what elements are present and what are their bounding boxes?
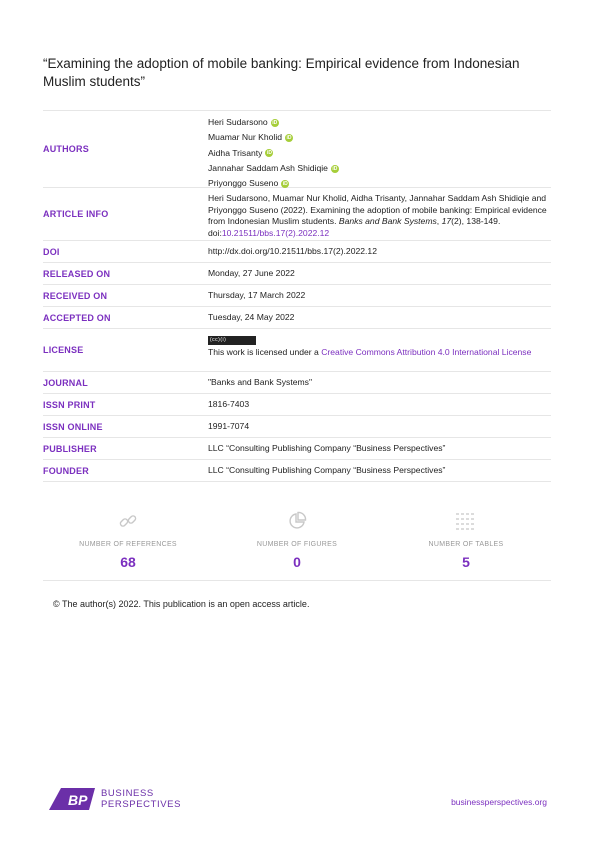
accepted-label: ACCEPTED ON	[43, 312, 111, 323]
author-name[interactable]: Priyonggo Suseno	[208, 178, 279, 189]
brand-name	[101, 788, 181, 810]
tables-count: 5	[462, 554, 470, 570]
authors-row	[43, 111, 551, 188]
website-link[interactable]: businessperspectives.org	[451, 797, 547, 807]
doi-row	[43, 241, 551, 263]
founder-label: FOUNDER	[43, 465, 89, 476]
released-label: RELEASED ON	[43, 268, 111, 279]
citation-separator: ,	[436, 216, 442, 227]
orcid-icon[interactable]: iD	[282, 181, 288, 188]
doi-value[interactable]: http://dx.doi.org/10.21511/bbs.17(2).2022.12	[208, 246, 377, 256]
founder-value: LLC “Consulting Publishing Company “Business Perspectives”	[208, 465, 446, 475]
orcid-icon[interactable]: iD	[272, 119, 278, 126]
orcid-icon[interactable]: iD	[266, 150, 272, 157]
author-name[interactable]: Aidha Trisanty	[208, 147, 263, 158]
metadata-table	[43, 110, 551, 482]
license-link[interactable]: Creative Commons Attribution 4.0 International License	[321, 347, 532, 357]
issn-print-label: ISSN PRINT	[43, 399, 96, 410]
license-text: This work is licensed under a	[208, 347, 322, 357]
table-icon	[381, 510, 551, 532]
accepted-value: Tuesday, 24 May 2022	[208, 312, 295, 322]
logo-mark-text: BP	[68, 792, 88, 808]
stat-figures	[212, 510, 382, 570]
citation-text: Heri Sudarsono, Muamar Nur Kholid, Aidha Trisanty, Jannahar Saddam Ash Shidiqie and Priyonggo Suseno (2022). Examining the adoption of mobile banking: Empirical evidence from Indonesian Muslim students.	[208, 193, 547, 227]
article-title: “Examining the adoption of mobile banking: Empirical evidence from Indonesian Muslim students”	[43, 56, 520, 89]
references-count: 68	[120, 554, 136, 570]
authors-list	[208, 111, 551, 187]
issn-print-row	[43, 394, 551, 416]
publisher-row	[43, 438, 551, 460]
license-value	[208, 329, 551, 371]
received-row	[43, 285, 551, 307]
brand-line1: BUSINESS	[101, 788, 154, 799]
citation-journal: Banks and Bank Systems	[338, 216, 437, 227]
license-row	[43, 329, 551, 372]
article-stats	[43, 500, 551, 581]
author-item[interactable]	[208, 146, 551, 161]
citation-volume: 17	[441, 216, 452, 227]
authors-label: AUTHORS	[43, 144, 89, 154]
stat-references	[43, 510, 213, 570]
released-row	[43, 263, 551, 285]
issn-online-row	[43, 416, 551, 438]
author-item[interactable]	[208, 130, 551, 145]
orcid-icon[interactable]: iD	[332, 165, 338, 172]
journal-value: "Banks and Bank Systems"	[208, 377, 313, 387]
stat-tables	[381, 510, 551, 570]
article-info-text	[208, 188, 551, 240]
author-name[interactable]: Heri Sudarsono	[208, 116, 268, 127]
references-label: NUMBER OF REFERENCES	[79, 541, 177, 548]
author-name[interactable]: Muamar Nur Kholid	[208, 132, 283, 143]
journal-label: JOURNAL	[43, 377, 88, 388]
copyright-notice: © The author(s) 2022. This publication is an open access article.	[53, 599, 310, 609]
article-info-row	[43, 188, 551, 241]
publisher-value: LLC “Consulting Publishing Company “Business Perspectives”	[208, 443, 446, 453]
released-value: Monday, 27 June 2022	[208, 268, 295, 278]
accepted-row	[43, 307, 551, 329]
received-value: Thursday, 17 March 2022	[208, 290, 306, 300]
figures-count: 0	[293, 554, 301, 570]
journal-row	[43, 372, 551, 394]
author-item[interactable]	[208, 115, 551, 130]
article-info-label: ARTICLE INFO	[43, 209, 109, 219]
cc-by-badge-icon[interactable]: (cc)(i)	[208, 336, 256, 345]
orcid-icon[interactable]: iD	[286, 135, 292, 142]
received-label: RECEIVED ON	[43, 290, 108, 301]
issn-print-value: 1816-7403	[208, 399, 250, 409]
author-item[interactable]	[208, 161, 551, 176]
founder-row	[43, 460, 551, 482]
author-name[interactable]: Jannahar Saddam Ash Shidiqie	[208, 163, 328, 174]
citation-pages: (2), 138-149. doi:	[208, 216, 501, 238]
issn-online-value: 1991-7074	[208, 421, 250, 431]
tables-label: NUMBER OF TABLES	[428, 541, 504, 548]
link-icon	[43, 510, 213, 532]
issn-online-label: ISSN ONLINE	[43, 421, 103, 432]
brand-line2: PERSPECTIVES	[101, 799, 182, 810]
citation-doi-link[interactable]: 10.21511/bbs.17(2).2022.12	[221, 227, 330, 238]
license-label: LICENSE	[43, 345, 84, 355]
publisher-logo[interactable]	[49, 786, 181, 812]
business-perspectives-logo-icon	[49, 786, 95, 812]
publisher-label: PUBLISHER	[43, 443, 97, 454]
pie-chart-icon	[212, 510, 382, 532]
figures-label: NUMBER OF FIGURES	[256, 541, 338, 548]
doi-label: DOI	[43, 246, 60, 257]
